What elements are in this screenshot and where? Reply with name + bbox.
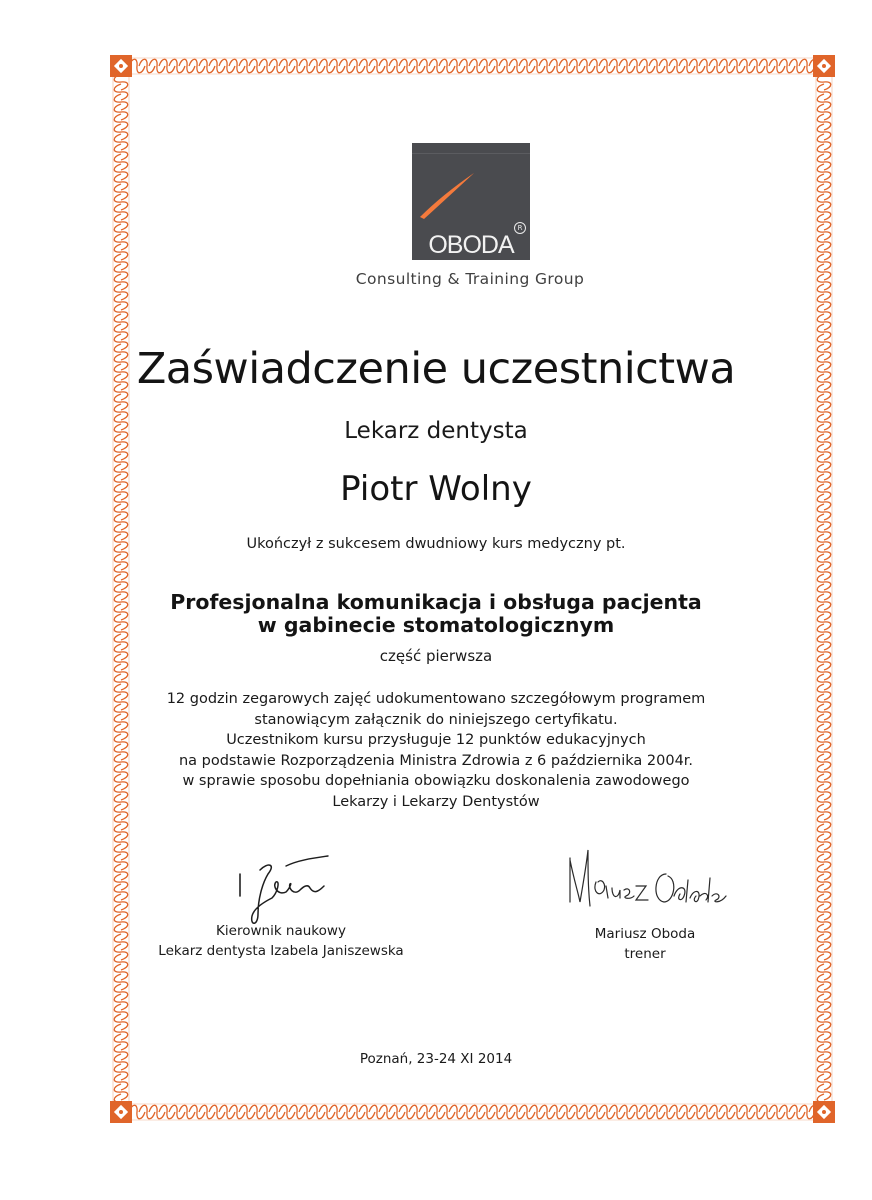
certificate-title: Zaświadczenie uczestnictwa <box>136 344 736 394</box>
signature-left <box>228 852 348 932</box>
body-line: 12 godzin zegarowych zajęć udokumentowano szczegółowym programem <box>166 691 706 707</box>
place-and-date: Poznań, 23-24 XI 2014 <box>359 1051 513 1067</box>
signer-role: trener <box>624 946 666 962</box>
signature-right <box>562 840 732 920</box>
certificate-body <box>0 689 872 812</box>
participant-name: Piotr Wolny <box>340 469 532 509</box>
completion-statement: Ukończył z sukcesem dwudniowy kurs medyczny pt. <box>246 536 626 552</box>
course-part: część pierwsza <box>379 647 493 665</box>
signer-name: Lekarz dentysta Izabela Janiszewska <box>158 943 404 959</box>
signer-name: Mariusz Oboda <box>594 926 696 942</box>
course-title-line: w gabinecie stomatologicznym <box>257 613 615 637</box>
logo-wordmark: OBODA <box>428 231 514 259</box>
body-line: w sprawie sposobu dopełniania obowiązku doskonalenia zawodowego <box>182 773 690 789</box>
body-line: na podstawie Rozporządzenia Ministra Zdrowia z 6 października 2004r. <box>178 752 694 769</box>
company-logo <box>412 143 530 260</box>
body-line: stanowiącym załącznik do niniejszego certyfikatu. <box>254 711 618 728</box>
body-line: Lekarzy i Lekarzy Dentystów <box>332 793 540 810</box>
participant-profession: Lekarz dentysta <box>344 418 528 444</box>
company-tagline: Consulting & Training Group <box>355 270 585 288</box>
course-title-line: Profesjonalna komunikacja i obsługa pacjenta <box>170 590 702 614</box>
registered-mark-icon: R <box>514 222 526 234</box>
course-title <box>0 591 872 637</box>
signer-right <box>545 924 745 964</box>
signer-role: Kierownik naukowy <box>216 923 346 939</box>
signer-left <box>150 921 412 961</box>
body-line: Uczestnikom kursu przysługuje 12 punktów edukacyjnych <box>226 732 646 748</box>
